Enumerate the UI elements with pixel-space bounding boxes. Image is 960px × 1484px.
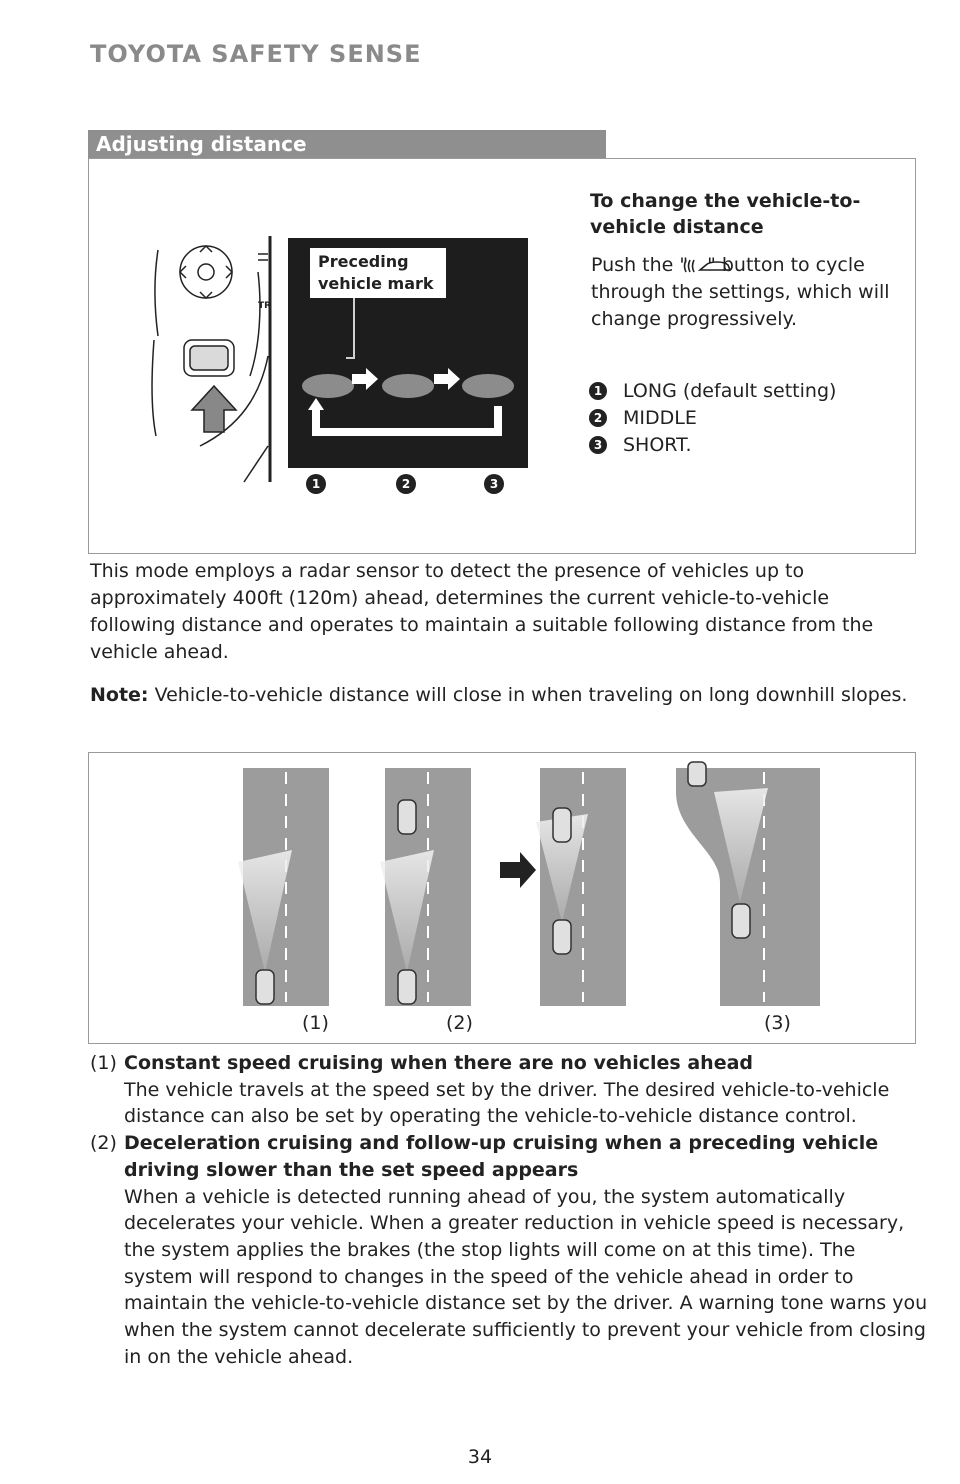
setting-label-2: MIDDLE	[623, 407, 697, 429]
cruising-scenarios-illustration	[88, 752, 916, 1012]
setting-num-3: 3	[589, 436, 607, 454]
steering-switch-illustration	[140, 236, 290, 486]
setting-short	[589, 432, 692, 458]
setting-long	[589, 378, 836, 404]
list-marker: (2)	[90, 1132, 117, 1155]
callout-line1: Preceding	[318, 252, 409, 271]
section-tab: Adjusting distance	[88, 130, 606, 158]
display-graphics	[288, 238, 528, 468]
intro-paragraph: This mode employs a radar sensor to detect the presence of vehicles up to approximately 400ft (120m) ahead, determines the current vehicle-to-vehicle following distance and operates to maintain a suitable following distance from the vehicle ahead.	[90, 560, 874, 663]
list-item-text: When a vehicle is detected running ahead of you, the system automatically decelerates your vehicle. When a greater reduction in vehicle speed is necessary, the system applies the brakes (the stop lights will come on at this time). The system will respond to changes in the speed of the vehicle ahead in order to maintain the vehicle-to-vehicle distance set by the driver. A warning tone warns you when the system cannot decelerate sufficiently to prevent your vehicle from closing in on the vehicle ahead.	[124, 1185, 928, 1368]
tr-label: TR	[258, 301, 272, 311]
setting-num-1: 1	[589, 382, 607, 400]
callout-line2: vehicle mark	[318, 274, 434, 293]
caption-3: (3)	[764, 1012, 791, 1034]
page-header: TOYOTA SAFETY SENSE	[90, 40, 422, 68]
caption-2: (2)	[446, 1012, 473, 1034]
note-paragraph	[90, 682, 920, 709]
list-marker: (1)	[90, 1052, 117, 1074]
mode-list	[90, 1050, 930, 1370]
marker-1: 1	[306, 474, 326, 494]
setting-middle	[589, 405, 697, 431]
caption-1: (1)	[302, 1012, 329, 1034]
note-label: Note:	[90, 684, 149, 706]
marker-2: 2	[396, 474, 416, 494]
marker-3: 3	[484, 474, 504, 494]
list-item-title: Constant speed cruising when there are no vehicles ahead	[124, 1052, 754, 1074]
list-item-title: Deceleration cruising and follow-up cruising when a preceding vehicle driving slower than the set speed appears	[124, 1132, 879, 1181]
side-panel-body: Push the " " button to cycle through the settings, which will change progressively.	[591, 254, 890, 330]
list-item	[90, 1130, 930, 1370]
note-text: Vehicle-to-vehicle distance will close in when traveling on long downhill slopes.	[148, 684, 908, 706]
list-item	[90, 1050, 930, 1130]
setting-label-3: SHORT.	[623, 434, 692, 456]
list-item-text: The vehicle travels at the speed set by the driver. The desired vehicle-to-vehicle distance can also be set by operating the vehicle-to-vehicle distance control.	[124, 1078, 890, 1128]
side-panel-title: To change the vehicle-to-vehicle distance	[590, 190, 861, 238]
distance-button-icon	[682, 256, 736, 276]
setting-label-1: LONG (default setting)	[623, 380, 837, 402]
page-number: 34	[467, 1446, 493, 1468]
setting-num-2: 2	[589, 409, 607, 427]
